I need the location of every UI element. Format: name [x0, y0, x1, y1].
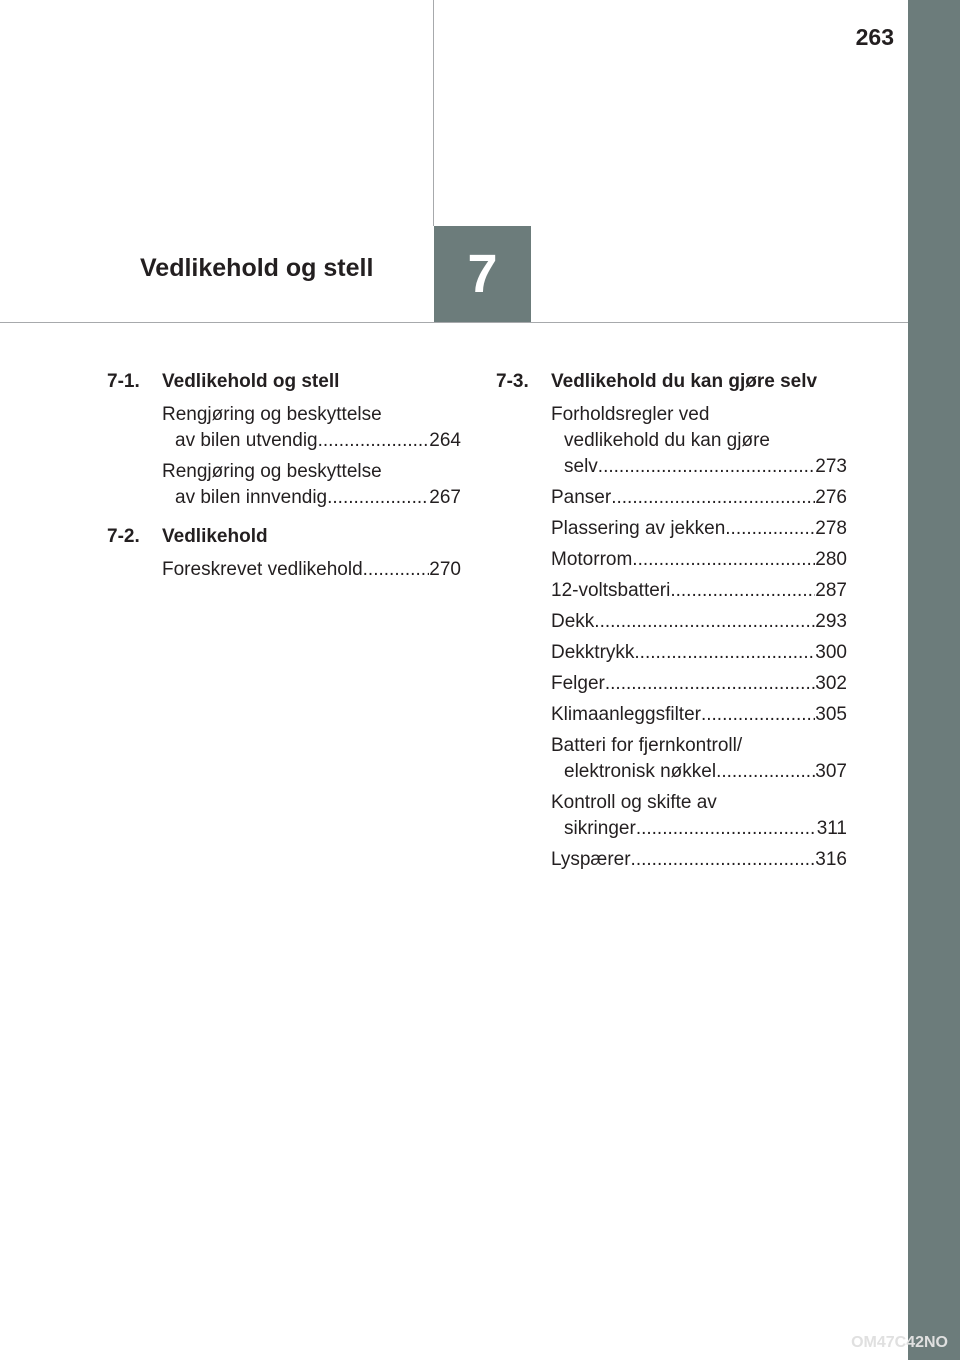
toc-entry-last-line	[551, 671, 847, 697]
dot-leader	[634, 640, 815, 666]
section-title: Vedlikehold du kan gjøre selv	[551, 371, 818, 392]
toc-entry-text: Lyspærer	[551, 849, 631, 870]
dot-leader	[605, 671, 815, 697]
section-title: Vedlikehold	[162, 526, 268, 547]
vertical-rule	[433, 0, 434, 226]
chapter-title: Vedlikehold og stell	[140, 254, 374, 282]
section-number: 7-1.	[107, 371, 140, 392]
toc-entry-last-line	[551, 609, 847, 635]
toc-entry-last-line	[162, 485, 461, 511]
toc-entry-text: Batteri for fjernkontroll/	[551, 735, 743, 756]
dot-leader	[318, 428, 430, 454]
toc-entry-text: Motorrom	[551, 549, 633, 570]
toc-entry-text: Panser	[551, 487, 612, 508]
toc-entry[interactable]	[162, 402, 461, 454]
toc-page-number: 264	[429, 430, 461, 451]
toc-entry-text: Kontroll og skifte av	[551, 792, 717, 813]
toc-page-number: 273	[815, 456, 847, 477]
toc-entry-text: av bilen innvendig	[175, 487, 328, 508]
toc-entry-text: elektronisk nøkkel	[564, 761, 717, 782]
toc-entry-last-line	[551, 847, 847, 873]
toc-page-number: 302	[815, 673, 847, 694]
toc-right-column	[496, 369, 847, 878]
toc-entry[interactable]	[551, 847, 847, 873]
toc-entry-text: Dekk	[551, 611, 595, 632]
side-tab-bar	[908, 0, 960, 1360]
toc-entry[interactable]	[162, 459, 461, 511]
section-heading	[107, 524, 461, 550]
section-number: 7-3.	[496, 371, 529, 392]
toc-entry-last-line	[551, 454, 847, 480]
dot-leader	[598, 454, 816, 480]
toc-entry-last-line	[551, 759, 847, 785]
toc-entry[interactable]	[551, 640, 847, 666]
toc-left-column	[107, 369, 461, 588]
toc-entry-last-line	[162, 428, 461, 454]
toc-page-number: 316	[815, 849, 847, 870]
toc-entry-last-line	[551, 816, 847, 842]
dot-leader	[594, 609, 815, 635]
dot-leader	[716, 759, 815, 785]
toc-entry-text: Rengjøring og beskyttelse	[162, 404, 382, 425]
toc-entry-last-line	[551, 702, 847, 728]
dot-leader	[636, 816, 817, 842]
toc-page-number: 267	[429, 487, 461, 508]
dot-leader	[670, 578, 815, 604]
toc-entry[interactable]	[551, 671, 847, 697]
toc-entry-text: sikringer	[564, 818, 636, 839]
toc-entry[interactable]	[551, 485, 847, 511]
chapter-number-box: 7	[434, 226, 531, 322]
page-number: 263	[855, 24, 894, 50]
dot-leader	[363, 557, 430, 583]
toc-page-number: 300	[815, 642, 847, 663]
toc-page-number: 280	[815, 549, 847, 570]
toc-entry[interactable]	[551, 402, 847, 480]
horizontal-rule	[0, 322, 908, 323]
section-gap	[107, 516, 461, 524]
dot-leader	[632, 547, 815, 573]
toc-entry-text: selv	[564, 456, 598, 477]
toc-page-number: 307	[815, 761, 847, 782]
section-heading	[496, 369, 847, 395]
toc-entry-last-line	[551, 516, 847, 542]
section-title: Vedlikehold og stell	[162, 371, 340, 392]
toc-entry-text: av bilen utvendig	[175, 430, 318, 451]
toc-entry-last-line	[551, 547, 847, 573]
toc-entry-last-line	[551, 578, 847, 604]
toc-entry[interactable]	[162, 557, 461, 583]
dot-leader	[701, 702, 815, 728]
toc-entry-text: Felger	[551, 673, 605, 694]
toc-entry[interactable]	[551, 516, 847, 542]
toc-page-number: 270	[429, 559, 461, 580]
toc-entry[interactable]	[551, 609, 847, 635]
toc-entry-last-line	[551, 640, 847, 666]
toc-entry-last-line	[162, 557, 461, 583]
toc-entry-text: Foreskrevet vedlikehold	[162, 559, 363, 580]
toc-entry[interactable]	[551, 578, 847, 604]
toc-entry-text: vedlikehold du kan gjøre	[564, 430, 770, 451]
toc-entry-text: Rengjøring og beskyttelse	[162, 461, 382, 482]
toc-entry[interactable]	[551, 702, 847, 728]
toc-entry[interactable]	[551, 733, 847, 785]
toc-entry[interactable]	[551, 790, 847, 842]
toc-entry-text: 12-voltsbatteri	[551, 580, 671, 601]
toc-page-number: 293	[815, 611, 847, 632]
dot-leader	[611, 485, 815, 511]
toc-entry-text: Dekktrykk	[551, 642, 635, 663]
toc-entry-text: Klimaanleggsfilter	[551, 704, 701, 725]
toc-page-number: 305	[815, 704, 847, 725]
toc-entry-text: Forholdsregler ved	[551, 404, 710, 425]
toc-page-number: 287	[815, 580, 847, 601]
section-number: 7-2.	[107, 526, 140, 547]
dot-leader	[327, 485, 429, 511]
dot-leader	[725, 516, 815, 542]
footer-code: OM47C42NO	[851, 1334, 948, 1351]
toc-entry-last-line	[551, 485, 847, 511]
section-heading	[107, 369, 461, 395]
toc-page-number: 276	[815, 487, 847, 508]
dot-leader	[631, 847, 816, 873]
toc-page-number: 278	[815, 518, 847, 539]
toc-entry-text: Plassering av jekken	[551, 518, 726, 539]
toc-entry[interactable]	[551, 547, 847, 573]
toc-page-number: 311	[816, 818, 847, 839]
